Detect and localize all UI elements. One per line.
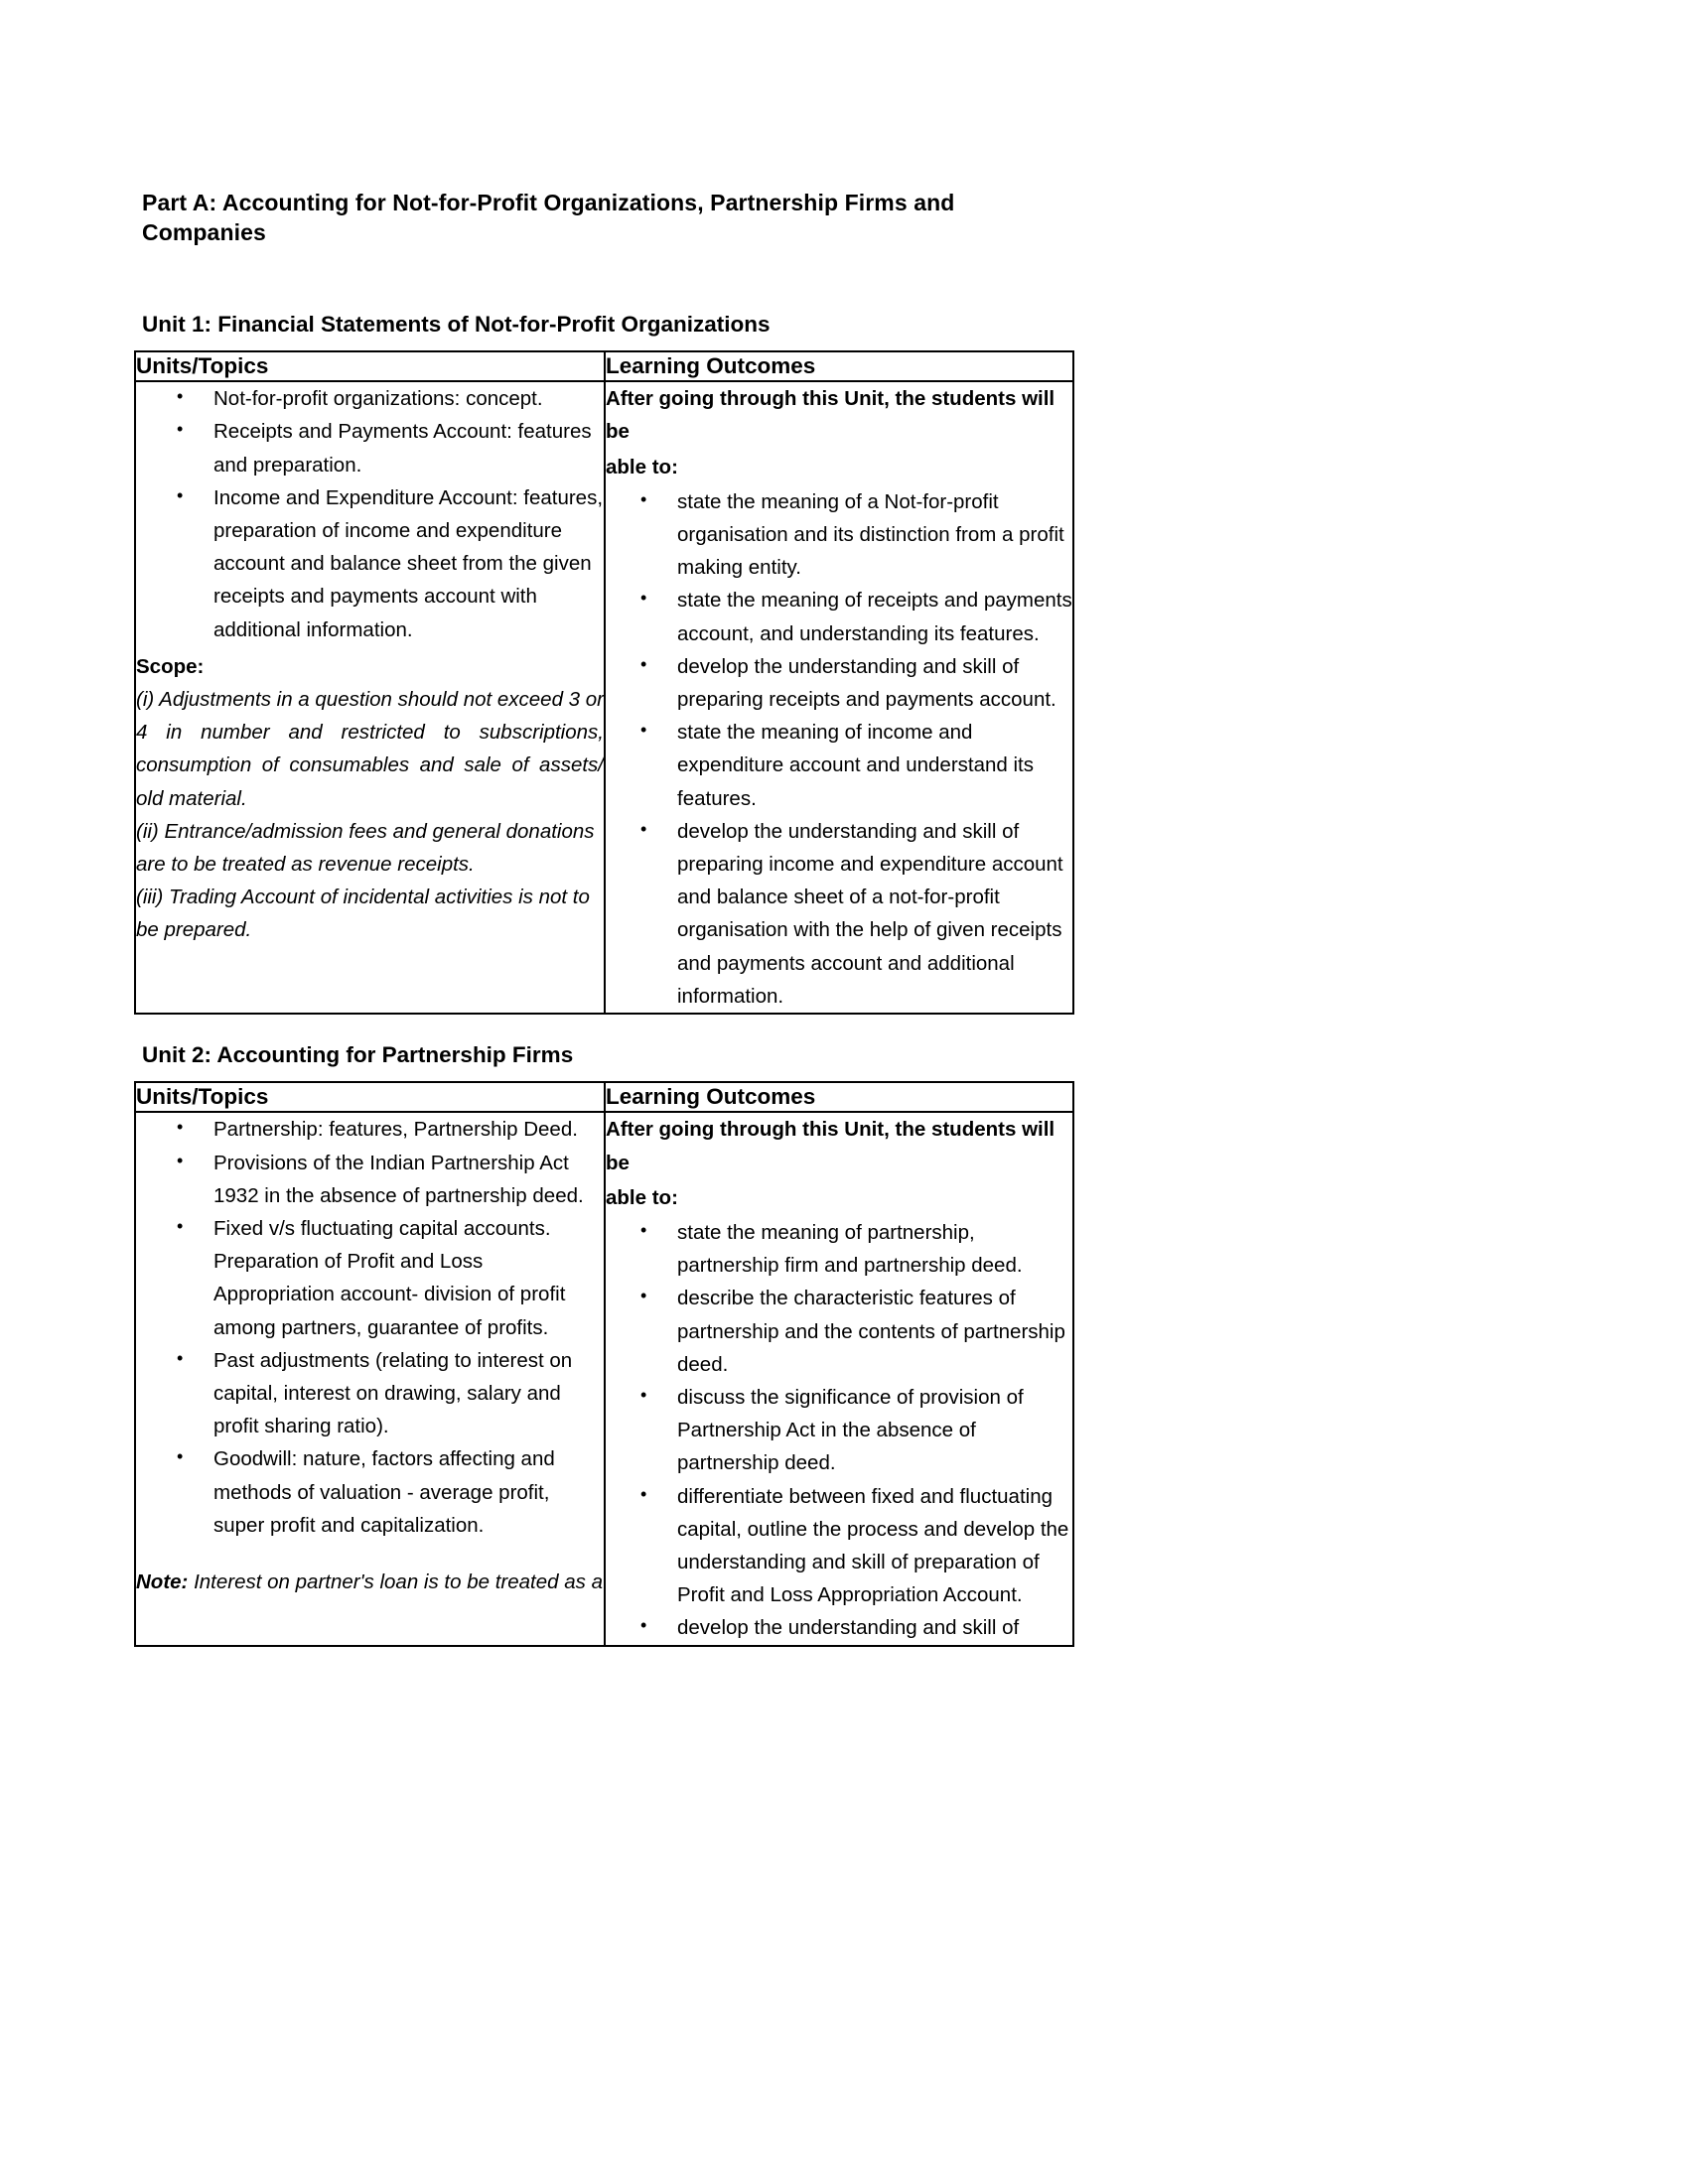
outcomes-lead-line-2: able to: bbox=[606, 455, 678, 478]
table-header-row bbox=[135, 351, 1073, 381]
list-item: • state the meaning of receipts and payments account, and understanding its features. bbox=[606, 584, 1072, 649]
table-header-row bbox=[135, 1082, 1073, 1112]
list-item: • develop the understanding and skill of preparing receipts and payments account. bbox=[606, 650, 1072, 716]
list-item: • state the meaning of a Not-for-profit organisation and its distinction from a profit making entity. bbox=[606, 485, 1072, 585]
outcomes-lead-line-1: After going through this Unit, the students will be bbox=[606, 1118, 1055, 1174]
unit-2-heading: Unit 2: Accounting for Partnership Firms bbox=[142, 1042, 574, 1068]
note-label: Note: bbox=[136, 1570, 189, 1594]
list-item: • discuss the significance of provision of Partnership Act in the absence of partnership deed. bbox=[606, 1381, 1072, 1480]
partnership-note bbox=[136, 1566, 604, 1598]
list-item: • develop the understanding and skill of preparing income and expenditure account and balance sheet of a not-for-profit organisation with the help of given receipts and payments account and additional information. bbox=[606, 815, 1072, 1013]
unit-2-topics-cell bbox=[135, 1112, 605, 1645]
list-item: • describe the characteristic features of partnership and the contents of partnership deed. bbox=[606, 1282, 1072, 1381]
unit-2-table bbox=[134, 1081, 1074, 1646]
list-item: • state the meaning of income and expenditure account and understand its features. bbox=[606, 716, 1072, 815]
list-item: • Income and Expenditure Account: features, preparation of income and expenditure account and balance sheet from the given receipts and payments account with additional information. bbox=[136, 481, 604, 646]
unit-2-outcomes-cell bbox=[605, 1112, 1073, 1645]
unit-1-outcomes-list bbox=[606, 485, 1072, 1013]
list-item: • Past adjustments (relating to interest on capital, interest on drawing, salary and profit sharing ratio). bbox=[136, 1344, 604, 1443]
unit-2-outcomes-list bbox=[606, 1216, 1072, 1645]
list-item: • Not-for-profit organizations: concept. bbox=[136, 382, 604, 415]
unit-1-table bbox=[134, 350, 1074, 1015]
page-title: Part A: Accounting for Not-for-Profit Organizations, Partnership Firms and Companies bbox=[142, 190, 955, 245]
unit-2-topics-list bbox=[136, 1113, 604, 1542]
scope-item-i: (i) Adjustments in a question should not exceed 3 or 4 in number and restricted to subscriptions, consumption of consumables and sale of assets/ old material. bbox=[136, 687, 605, 810]
list-item: • develop the understanding and skill of bbox=[606, 1611, 1072, 1644]
unit-1-outcomes-cell bbox=[605, 381, 1073, 1014]
scope-item-ii: (ii) Entrance/admission fees and general donations are to be treated as revenue receipts. bbox=[136, 819, 595, 876]
list-item: • Fixed v/s fluctuating capital accounts. Preparation of Profit and Loss Appropriation account- division of profit among partners, guarantee of profits. bbox=[136, 1212, 604, 1344]
table-row bbox=[135, 1112, 1073, 1645]
column-header-units-topics: Units/Topics bbox=[135, 1082, 605, 1112]
note-text: Interest on partner's loan is to be treated as a bbox=[188, 1570, 603, 1594]
page-content bbox=[134, 189, 1077, 1647]
column-header-learning-outcomes: Learning Outcomes bbox=[605, 351, 1073, 381]
list-item: • differentiate between fixed and fluctuating capital, outline the process and develop the understanding and skill of preparation of Profit and Loss Appropriation Account. bbox=[606, 1480, 1072, 1612]
list-item: • Goodwill: nature, factors affecting and methods of valuation - average profit, super profit and capitalization. bbox=[136, 1442, 604, 1542]
unit-1-heading: Unit 1: Financial Statements of Not-for-Profit Organizations bbox=[142, 311, 771, 337]
table-row bbox=[135, 381, 1073, 1014]
list-item: • Receipts and Payments Account: features and preparation. bbox=[136, 415, 604, 480]
scope-label: Scope: bbox=[136, 654, 205, 678]
scope-item-iii: (iii) Trading Account of incidental activities is not to be prepared. bbox=[136, 886, 590, 942]
outcomes-lead-line-2: able to: bbox=[606, 1185, 678, 1209]
unit-1-topics-list bbox=[136, 382, 604, 646]
list-item: • state the meaning of partnership, partnership firm and partnership deed. bbox=[606, 1216, 1072, 1282]
column-header-units-topics: Units/Topics bbox=[135, 351, 605, 381]
column-header-learning-outcomes: Learning Outcomes bbox=[605, 1082, 1073, 1112]
list-item: • Provisions of the Indian Partnership Act 1932 in the absence of partnership deed. bbox=[136, 1147, 604, 1212]
list-item: • Partnership: features, Partnership Deed. bbox=[136, 1113, 604, 1146]
outcomes-lead-line-1: After going through this Unit, the students will be bbox=[606, 387, 1055, 444]
unit-1-topics-cell bbox=[135, 381, 605, 1014]
